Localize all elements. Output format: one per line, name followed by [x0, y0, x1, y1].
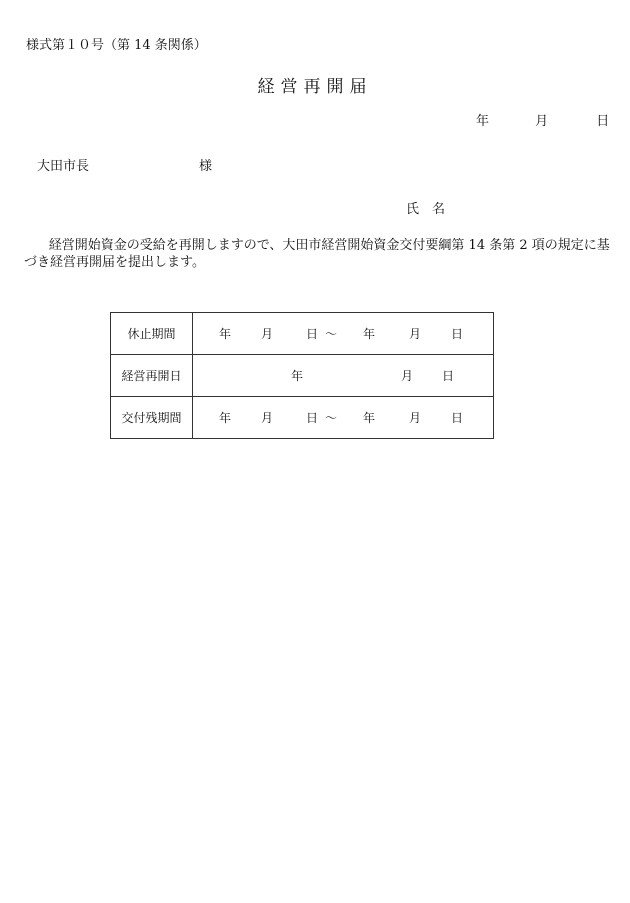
cell-day: 日: [450, 411, 463, 425]
date-month-label: 月: [535, 114, 549, 129]
cell-year: 年: [290, 369, 303, 383]
cell-month: 月: [408, 327, 421, 341]
cell-year: 年: [362, 411, 375, 425]
cell-day: 日: [305, 411, 318, 425]
suspension-period-cells: 年 月 日 ～ 年 月 日: [193, 313, 494, 355]
cell-day: 日: [441, 369, 454, 383]
cell-month: 月: [408, 411, 421, 425]
date-year-label: 年: [476, 114, 490, 129]
cell-month: 月: [260, 327, 273, 341]
row-label-suspension-period: 休止期間: [111, 313, 193, 355]
date-day-label: 日: [596, 114, 610, 129]
cell-day: 日: [450, 327, 463, 341]
submission-date: [476, 110, 609, 129]
applicant-name-label: 氏 名: [406, 202, 446, 217]
document-title: 経営再開届: [257, 77, 373, 97]
addressee: 大田市長: [37, 159, 90, 174]
period-table: [110, 312, 494, 439]
cell-year: 年: [218, 411, 231, 425]
table-row: [111, 313, 494, 355]
remaining-period-cells: 年 月 日 ～ 年 月 日: [193, 397, 494, 439]
form-number: 様式第１０号（第 14 条関係）: [26, 38, 207, 53]
addressee-honorific: 様: [199, 159, 213, 174]
table-row: [111, 397, 494, 439]
table-row: [111, 355, 494, 397]
row-label-resumption-date: 経営再開日: [111, 355, 193, 397]
cell-year: 年: [362, 327, 375, 341]
body-text: 経営開始資金の受給を再開しますので、大田市経営開始資金交付要綱第 14 条第 2 項の規定に基づき経営再開届を提出します。: [24, 238, 610, 270]
resumption-date-cells: [193, 355, 494, 397]
cell-day: 日: [305, 327, 318, 341]
cell-month: 月: [260, 411, 273, 425]
cell-year: 年: [218, 327, 231, 341]
row-label-remaining-period: 交付残期間: [111, 397, 193, 439]
cell-month: 月: [401, 369, 414, 383]
